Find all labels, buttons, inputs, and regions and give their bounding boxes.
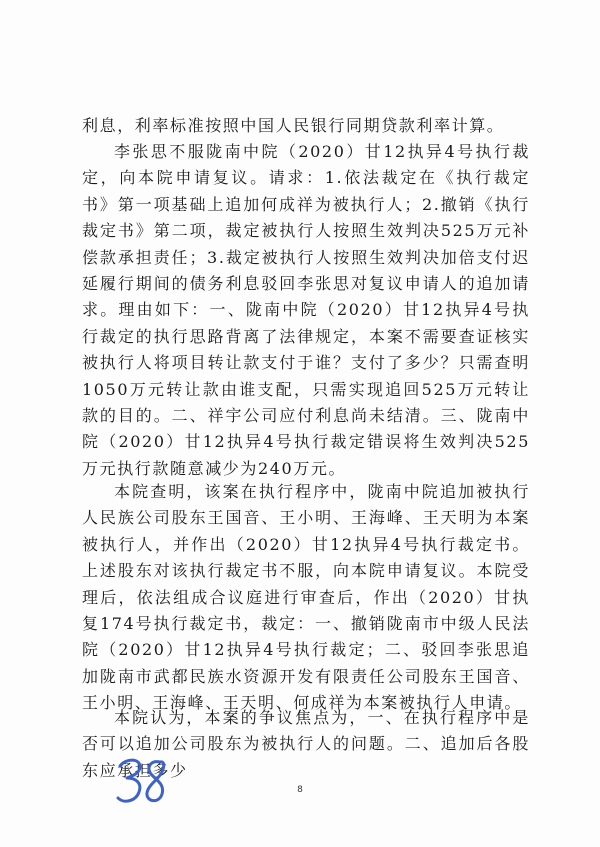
handwritten-number-38: [112, 752, 172, 812]
paragraph-interest-rate: 利息，利率标准按照中国人民银行同期贷款利率计算。: [82, 116, 505, 135]
paragraph-review-request: 李张思不服陇南中院（2020）甘12执异4号执行裁定，向本院申请复议。请求：1.依法裁定在《执行裁定书》第一项基础上追加何成祥为被执行人；2.撤销《执行裁定书》第二项，裁定被执行人按照生效判决525万元补偿款承担责任；3.裁定被执行人按照生效判决加倍支付迟延履行期间的债务利息驳回李张思对复议申请人的追加请求。理由如下：一、陇南中院（2020）甘12执异4号执行裁定的执行思路背离了法律规定，本案不需要查证核实被执行人将项目转让款支付于谁？支付了多少？只需查明1050万元转让款由谁支配，只需实现追回525万元转让款的目的。二、祥宇公司应付利息尚未结清。三、陇南中院（2020）甘12执异4号执行裁定错误将生效判决525万元执行款随意减少为240万元。: [82, 142, 530, 478]
paragraph-court-findings: 本院查明，该案在执行程序中，陇南中院追加被执行人民族公司股东王国音、王小明、王海峰、王天明为本案被执行人，并作出（2020）甘12执异4号执行裁定书。上述股东对该执行裁定书不服，向本院申请复议。本院受理后，依法组成合议庭进行审查后，作出（2020）甘执复174号执行裁定书，裁定：一、撤销陇南市中级人民法院（2020）甘12执异4号执行裁定；二、驳回李张思追加陇南市武都民族水资源开发有限责任公司股东王国音、王小明、王海峰、王天明、何成祥为本案被执行人申请。: [82, 482, 530, 713]
paragraph-court-opinion: 本院认为，本案的争议焦点为，一、在执行程序中是否可以追加公司股东为被执行人的问题。二、追加后各股东应承担多少: [82, 708, 530, 780]
handwritten-digit-3: [118, 760, 140, 801]
page-number: 8: [297, 785, 303, 795]
handwritten-digit-8: [147, 762, 164, 801]
